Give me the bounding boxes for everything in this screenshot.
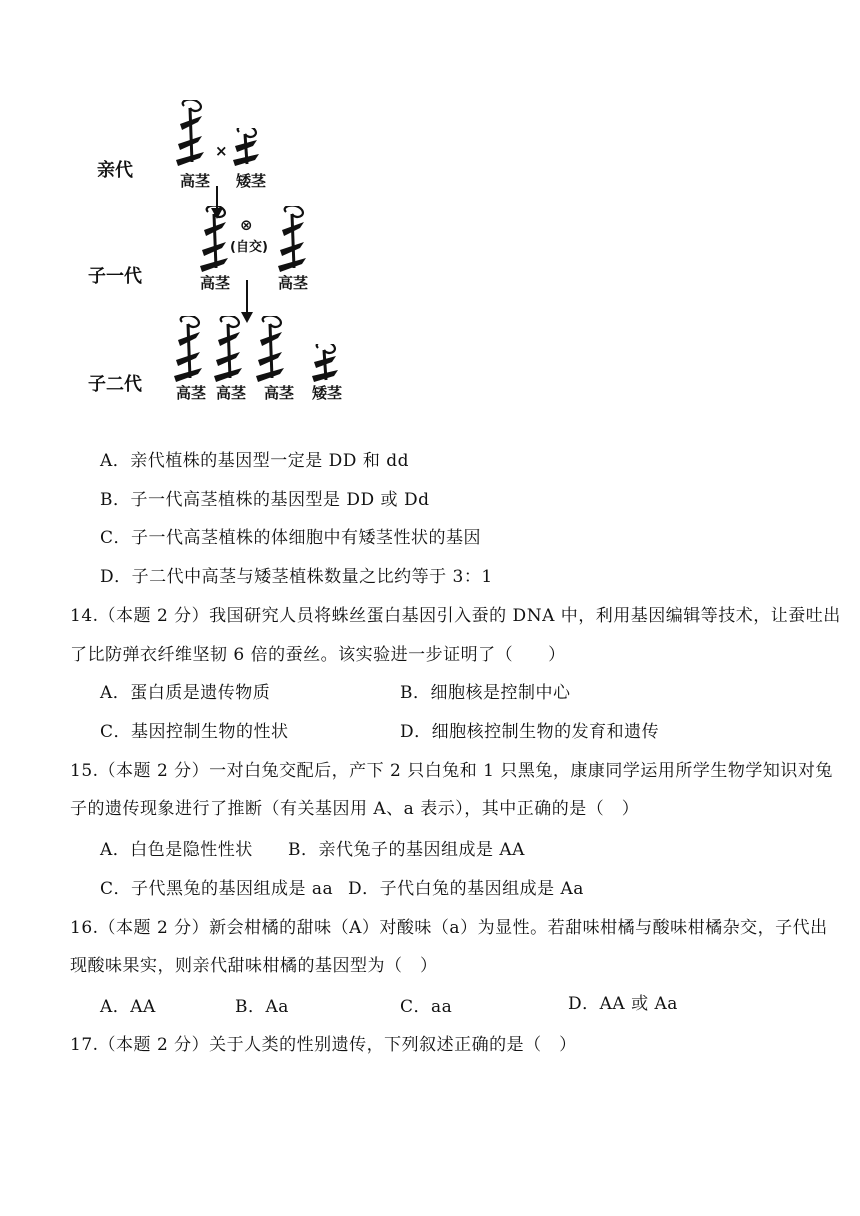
question-stem: 15.（本题 2 分）一对白兔交配后，产下 2 只白兔和 1 只黑兔，康康同学运用所学生物学知识对兔 — [70, 761, 833, 781]
option-d: D．子代白兔的基因组成是 Aa — [348, 879, 584, 899]
short-plant-icon — [312, 344, 346, 386]
option-a: A．亲代植株的基因型一定是 DD 和 dd — [100, 451, 410, 471]
tall-plant-icon — [214, 316, 248, 386]
tall-plant-icon — [174, 316, 208, 386]
tall-plant-icon — [200, 206, 234, 276]
option-c: C．基因控制生物的性状 — [100, 722, 289, 742]
question-stem: 了比防弹衣纤维坚韧 6 倍的蚕丝。该实验进一步证明了（ ） — [70, 645, 566, 665]
option-d: D．子二代中高茎与矮茎植株数量之比约等于 3：1 — [100, 567, 493, 587]
generation-label-f2: 子二代 — [88, 374, 142, 395]
tall-plant-icon — [278, 206, 312, 276]
option-b: B．亲代兔子的基因组成是 AA — [288, 840, 525, 860]
option-c: C．aa — [400, 997, 453, 1017]
self-cross-symbol: ⊗ — [240, 216, 253, 234]
plant-label: 高茎 — [278, 274, 309, 292]
question-stem: 16.（本题 2 分）新会柑橘的甜味（A）对酸味（a）为显性。若甜味柑橘与酸味柑橘杂交，子代出 — [70, 918, 828, 938]
tall-plant-icon — [176, 100, 210, 170]
option-c: C．子一代高茎植株的体细胞中有矮茎性状的基因 — [100, 528, 482, 548]
plant-label: 高茎 — [180, 172, 211, 190]
generation-label-parent: 亲代 — [97, 160, 133, 181]
plant-label: 高茎 — [176, 384, 207, 402]
option-b: B．细胞核是控制中心 — [400, 683, 571, 703]
option-c: C．子代黑兔的基因组成是 aa — [100, 879, 334, 899]
option-a: A．蛋白质是遗传物质 — [100, 683, 271, 703]
option-b: B．子一代高茎植株的基因型是 DD 或 Dd — [100, 490, 430, 510]
option-b: B．Aa — [235, 997, 289, 1017]
option-d: D．细胞核控制生物的发育和遗传 — [400, 722, 660, 742]
plant-label: 矮茎 — [236, 172, 267, 190]
plant-label: 高茎 — [264, 384, 295, 402]
question-stem: 17.（本题 2 分）关于人类的性别遗传，下列叙述正确的是（ ） — [70, 1035, 577, 1055]
option-a: A．白色是隐性性状 — [100, 840, 253, 860]
plant-label: 高茎 — [216, 384, 247, 402]
cross-symbol: × — [215, 142, 228, 160]
plant-label: 矮茎 — [312, 384, 343, 402]
self-cross-label: (自交) — [230, 240, 268, 255]
option-a: A．AA — [100, 997, 156, 1017]
tall-plant-icon — [256, 316, 290, 386]
option-d: D．AA 或 Aa — [568, 994, 678, 1014]
generation-label-f1: 子一代 — [88, 266, 142, 287]
question-stem: 14.（本题 2 分）我国研究人员将蛛丝蛋白基因引入蚕的 DNA 中，利用基因编辑等技术，让蚕吐出 — [70, 606, 841, 626]
short-plant-icon — [233, 128, 267, 170]
question-stem: 子的遗传现象进行了推断（有关基因用 A、a 表示），其中正确的是（ ） — [70, 799, 640, 819]
question-stem: 现酸味果实，则亲代甜味柑橘的基因型为（ ） — [70, 956, 438, 976]
plant-label: 高茎 — [200, 274, 231, 292]
